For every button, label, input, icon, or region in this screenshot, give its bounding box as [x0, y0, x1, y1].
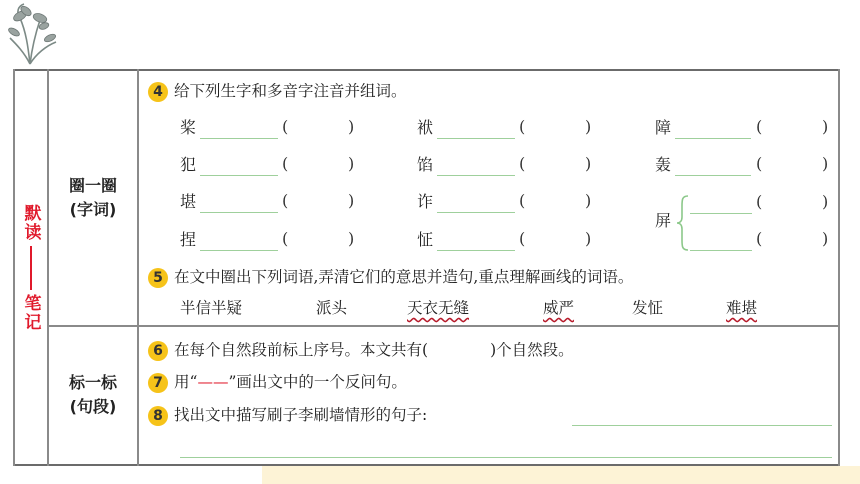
question-8: 8 找出文中描写刷子李刷墙情形的句子: — [148, 404, 427, 426]
question-number-badge: 7 — [148, 373, 168, 393]
pinyin-paren-open: ( — [519, 117, 526, 136]
pinyin-paren-open: ( — [756, 192, 763, 211]
sidebar-title-top: 默读 — [20, 203, 41, 242]
pinyin-paren-close: ) — [822, 154, 829, 173]
pinyin-paren-open: ( — [519, 229, 526, 248]
underline-mark: —— — [197, 373, 229, 391]
pinyin-paren-close: ) — [348, 117, 355, 136]
question-7: 7 用“——”画出文中的一个反问句。 — [148, 371, 407, 393]
pinyin-paren-open: ( — [282, 154, 289, 173]
pinyin-paren-close: ) — [348, 154, 355, 173]
word-blank[interactable] — [690, 212, 752, 214]
pinyin-paren-close: ) — [348, 191, 355, 210]
char-item-polyphonic: 屏 — [655, 211, 672, 230]
vocab-word: 派头 — [316, 299, 348, 317]
pinyin-paren-close: ) — [822, 229, 829, 248]
vocab-word: 发怔 — [632, 299, 664, 317]
word-blank[interactable] — [690, 249, 752, 251]
char-item: 轰 — [655, 155, 672, 174]
question-number-badge: 6 — [148, 341, 168, 361]
char-item: 袱 — [417, 118, 434, 137]
word-blank[interactable] — [437, 249, 515, 251]
pinyin-paren-close: ) — [822, 117, 829, 136]
sidebar-title — [14, 70, 47, 465]
char-item: 障 — [655, 118, 672, 137]
pinyin-paren-open: ( — [282, 229, 289, 248]
curly-brace-icon — [676, 194, 690, 252]
char-item: 堪 — [180, 192, 197, 211]
word-blank[interactable] — [675, 174, 751, 176]
footer-bar — [262, 466, 860, 484]
word-blank[interactable] — [200, 137, 278, 139]
pinyin-paren-open: ( — [519, 191, 526, 210]
pinyin-paren-close: ) — [585, 154, 592, 173]
pinyin-paren-open: ( — [519, 154, 526, 173]
pinyin-paren-open: ( — [282, 191, 289, 210]
word-blank[interactable] — [675, 137, 751, 139]
word-blank[interactable] — [200, 249, 278, 251]
pinyin-paren-open: ( — [282, 117, 289, 136]
vocab-word-underlined: 难堪 — [726, 299, 758, 317]
pinyin-paren-close: ) — [822, 192, 829, 211]
flower-decoration-icon — [6, 2, 62, 66]
word-blank[interactable] — [437, 211, 515, 213]
char-item: 馅 — [417, 155, 434, 174]
word-blank[interactable] — [200, 174, 278, 176]
char-item: 诈 — [417, 192, 434, 211]
answer-line[interactable] — [572, 424, 832, 426]
char-item: 怔 — [417, 230, 434, 249]
pinyin-paren-open: ( — [756, 229, 763, 248]
pinyin-paren-close: ) — [585, 229, 592, 248]
vocab-word: 半信半疑 — [180, 299, 243, 317]
pinyin-paren-close: ) — [585, 117, 592, 136]
question-number-badge: 5 — [148, 268, 168, 288]
question-number-badge: 4 — [148, 82, 168, 102]
word-blank[interactable] — [200, 211, 278, 213]
answer-line[interactable] — [180, 456, 832, 458]
pinyin-paren-open: ( — [756, 117, 763, 136]
section-label-sentences: 标一标 (句段) — [68, 373, 117, 416]
question-5: 5 在文中圈出下列词语,弄清它们的意思并造句,重点理解画线的词语。 — [148, 266, 633, 288]
word-blank[interactable] — [437, 174, 515, 176]
question-6: 6 在每个自然段前标上序号。本文共有( )个自然段。 — [148, 339, 574, 361]
sidebar-title-bottom: 笔记 — [20, 293, 41, 332]
char-item: 犯 — [180, 155, 197, 174]
pinyin-paren-open: ( — [756, 154, 763, 173]
vocab-word-underlined: 威严 — [543, 299, 575, 317]
word-blank[interactable] — [437, 137, 515, 139]
char-item: 桨 — [180, 118, 197, 137]
question-number-badge: 8 — [148, 406, 168, 426]
section-label-words: 圈一圈 (字词) — [68, 176, 117, 219]
pinyin-paren-close: ) — [348, 229, 355, 248]
pinyin-paren-close: ) — [585, 191, 592, 210]
char-item: 捏 — [180, 230, 197, 249]
vocab-word-underlined: 天衣无缝 — [407, 299, 470, 317]
question-4: 4 给下列生字和多音字注音并组词。 — [148, 80, 407, 102]
